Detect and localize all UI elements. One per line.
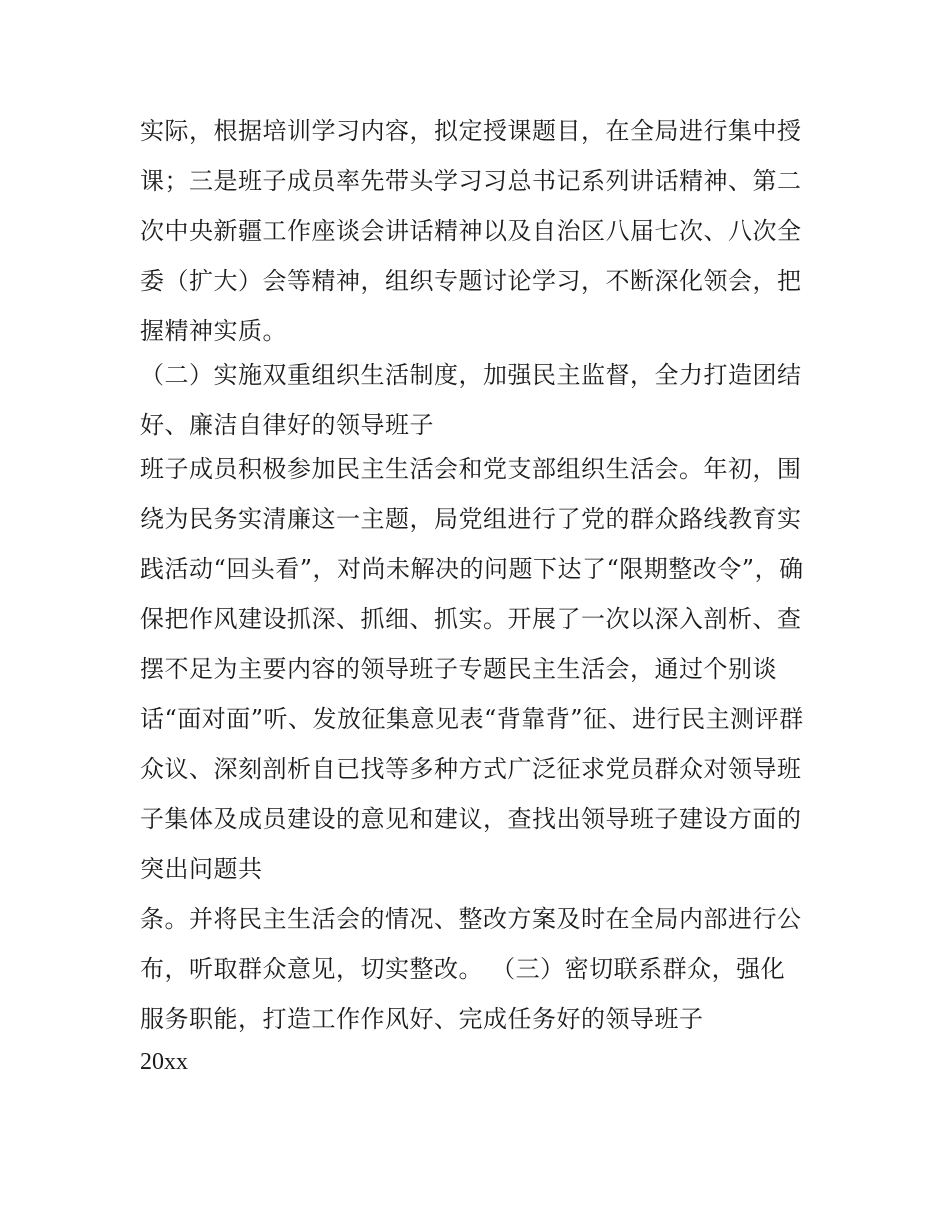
text-line: 委（扩大）会等精神，组织专题讨论学习，不断深化领会，把 [140, 267, 802, 295]
text-line: 课；三是班子成员率先带头学习习总书记系列讲话精神、第二 [140, 167, 802, 195]
text-line: 握精神实质。 [140, 317, 287, 345]
text-line: 摆不足为主要内容的领导班子专题民主生活会，通过个别谈 [140, 655, 777, 683]
text-line: 众议、深刻剖析自已找等多种方式广泛征求党员群众对领导班 [140, 755, 802, 783]
text-line: 次中央新疆工作座谈会讲话精神以及自治区八届七次、八次全 [140, 217, 802, 245]
text-line: 条。并将民主生活会的情况、整改方案及时在全局内部进行公 [140, 905, 802, 933]
text-line: 保把作风建设抓深、抓细、抓实。开展了一次以深入剖析、查 [140, 605, 802, 633]
text-line: 绕为民务实清廉这一主题，局党组进行了党的群众路线教育实 [140, 505, 802, 533]
text-line: 突出问题共 [140, 855, 263, 883]
text-line: 子集体及成员建设的意见和建议，查找出领导班子建设方面的 [140, 805, 802, 833]
text-line: 布，听取群众意见，切实整改。 （三）密切联系群众，强化 [140, 955, 786, 983]
text-line: 实际，根据培训学习内容，拟定授课题目，在全局进行集中授 [140, 117, 802, 145]
document-body [140, 110, 820, 1092]
text-line: 服务职能，打造工作作风好、完成任务好的领导班子 [140, 1005, 704, 1033]
section-heading-line: 好、廉洁自律好的领导班子 [140, 411, 434, 439]
year-text: 20xx [140, 1049, 188, 1075]
text-line: 班子成员积极参加民主生活会和党支部组织生活会。年初，围 [140, 455, 802, 483]
section-heading-line: （二）实施双重组织生活制度，加强民主监督，全力打造团结 [140, 361, 802, 389]
text-line: 话“面对面”听、发放征集意见表“背靠背”征、进行民主测评群 [140, 705, 804, 733]
text-line: 践活动“回头看”，对尚未解决的问题下达了“限期整改令”，确 [140, 555, 804, 583]
